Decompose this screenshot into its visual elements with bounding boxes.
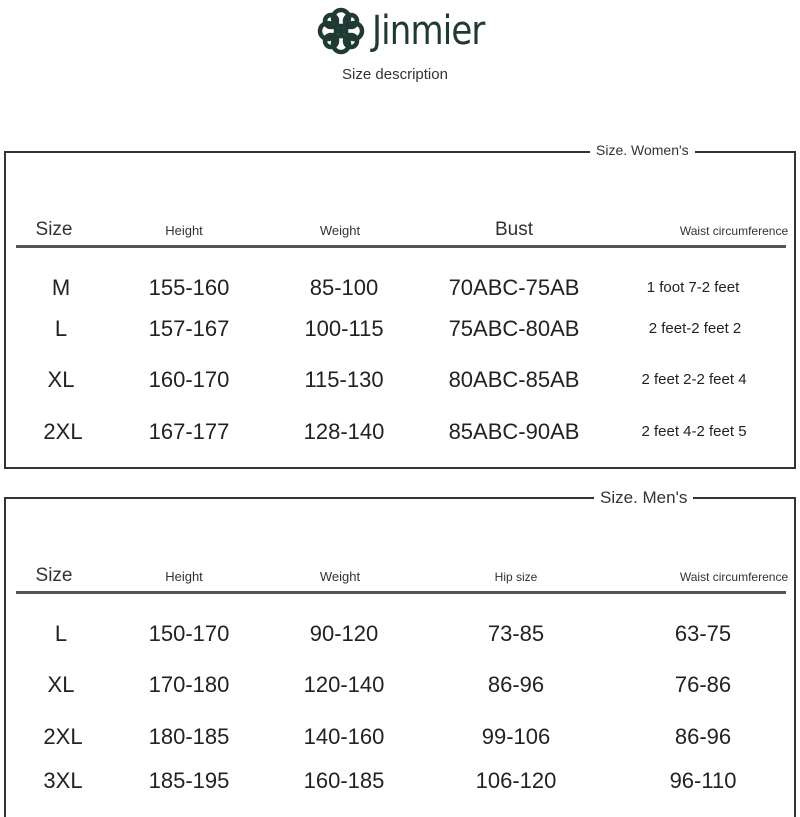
women-table-label: Size. Women's (590, 142, 695, 158)
header-weight: Weight (319, 223, 361, 238)
men-table-label: Size. Men's (594, 488, 693, 508)
header-waist: Waist circumference (679, 224, 789, 238)
header-height: Height (165, 223, 203, 238)
header-size: Size (35, 219, 73, 240)
women-header-row (6, 219, 794, 243)
table-row: L 157-167 100-115 75ABC-80AB 2 feet-2 feet 2 (54, 316, 742, 341)
men-header-row (6, 565, 794, 589)
header-waist: Waist circumference (679, 570, 789, 584)
knot-flower-icon (314, 4, 368, 58)
women-header-divider (16, 245, 786, 248)
header-size: Size (35, 565, 73, 586)
header-bust: Bust (494, 219, 534, 240)
brand-name: Jinmier (372, 8, 485, 54)
table-row: 2XL 167-177 128-140 85ABC-90AB 2 feet 4-2 feet 5 (43, 419, 747, 444)
header-weight: Weight (319, 569, 361, 584)
header-height: Height (165, 569, 203, 584)
women-size-table (4, 142, 796, 469)
table-row: XL 160-170 115-130 80ABC-85AB 2 feet 2-2 feet 4 (47, 367, 747, 392)
table-row: M 155-160 85-100 70ABC-75AB 1 foot 7-2 feet (51, 275, 740, 300)
table-row: L 150-170 90-120 73-85 63-75 (54, 621, 732, 646)
table-row: XL 170-180 120-140 86-96 76-86 (47, 672, 732, 697)
men-size-table (4, 488, 796, 817)
table-row: 2XL 180-185 140-160 99-106 86-96 (43, 724, 732, 749)
brand-logo (0, 4, 800, 64)
header-hip: Hip size (494, 570, 538, 584)
page-subtitle: Size description (342, 66, 448, 83)
men-header-divider (16, 591, 786, 594)
table-row: 3XL 185-195 160-185 106-120 96-110 (43, 768, 737, 793)
